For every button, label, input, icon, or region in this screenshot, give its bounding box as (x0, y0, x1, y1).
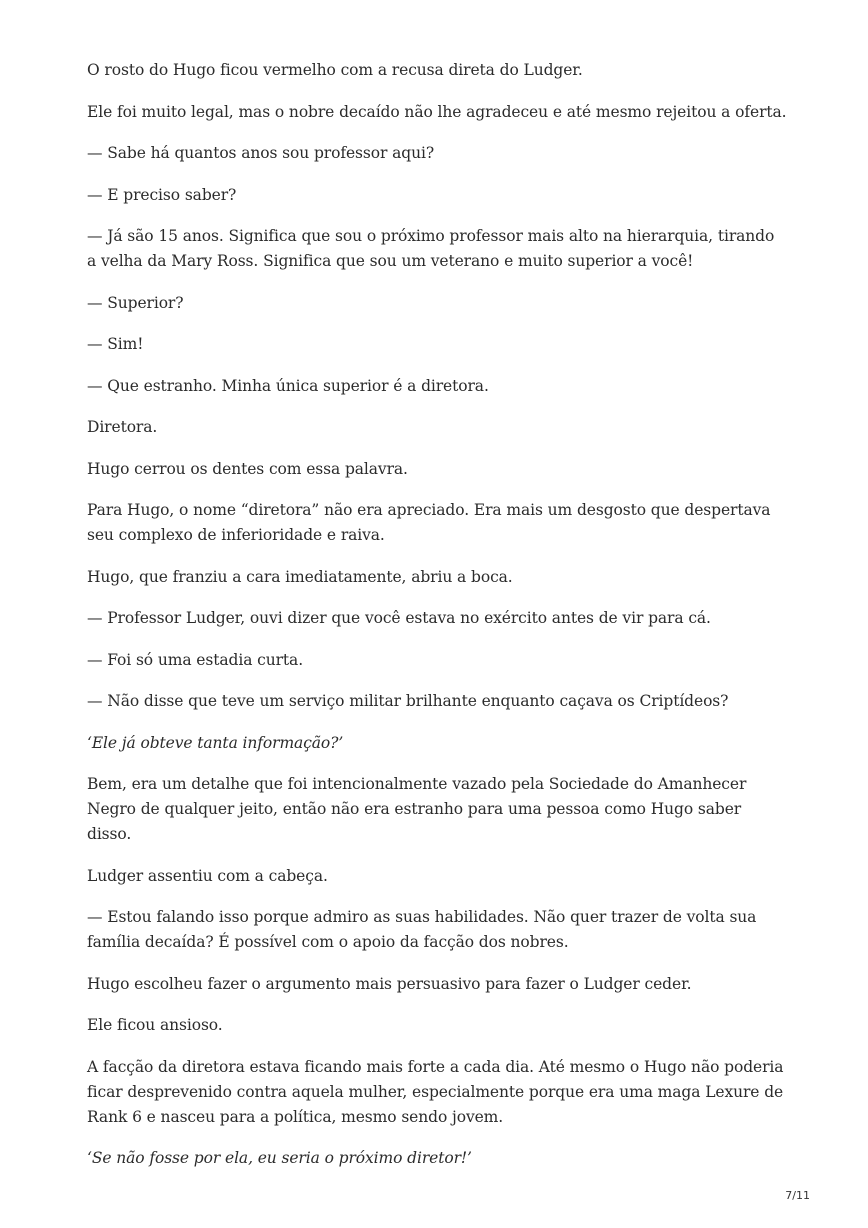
paragraph: A facção da diretora estava ficando mais forte a cada dia. Até mesmo o Hugo não poderia ficar desprevenido contra aquela mulher, especialmente porque era uma maga Lexure de Rank 6 e nasceu para a política, mesmo sendo jovem. (87, 1057, 784, 1126)
paragraph: Ludger assentiu com a cabeça. (87, 866, 328, 885)
paragraph: O rosto do Hugo ficou vermelho com a recusa direta do Ludger. (87, 61, 583, 79)
paragraph: Diretora. (87, 418, 158, 436)
paragraph: — Superior? (87, 293, 184, 312)
paragraph: — Foi só uma estadia curta. (87, 650, 304, 669)
paragraph: Bem, era um detalhe que foi intencionalmente vazado pela Sociedade do Amanhecer Negro de qualquer jeito, então não era estranho para uma pessoa como Hugo saber disso. (87, 775, 747, 843)
document-body (87, 58, 787, 1171)
paragraph: — Professor Ludger, ouvi dizer que você estava no exército antes de vir para cá. (87, 609, 711, 627)
paragraph: Hugo, que franziu a cara imediatamente, abriu a boca. (87, 567, 513, 586)
paragraph: — Não disse que teve um serviço militar brilhante enquanto caçava os Criptídeos? (87, 692, 729, 710)
paragraph: — Que estranho. Minha única superior é a diretora. (87, 376, 489, 395)
paragraph: Hugo escolheu fazer o argumento mais persuasivo para fazer o Ludger ceder. (87, 974, 692, 993)
paragraph: ‘Se não fosse por ela, eu seria o próximo diretor!’ (87, 1149, 472, 1167)
page-number: 7/11 (785, 1189, 810, 1202)
paragraph: — E preciso saber? (87, 185, 237, 204)
paragraph: — Já são 15 anos. Significa que sou o próximo professor mais alto na hierarquia, tirando a velha da Mary Ross. Significa que sou um veterano e muito superior a você! (87, 227, 775, 270)
paragraph: Para Hugo, o nome “diretora” não era apreciado. Era mais um desgosto que despertava seu complexo de inferioridade e raiva. (87, 501, 771, 544)
paragraph: Hugo cerrou os dentes com essa palavra. (87, 459, 408, 478)
paragraph: — Estou falando isso porque admiro as suas habilidades. Não quer trazer de volta sua família decaída? É possível com o apoio da facção dos nobres. (87, 908, 757, 951)
paragraph: — Sabe há quantos anos sou professor aqui? (87, 144, 435, 162)
paragraph: — Sim! (87, 335, 144, 353)
paragraph: Ele foi muito legal, mas o nobre decaído não lhe agradeceu e até mesmo rejeitou a oferta. (87, 102, 787, 121)
paragraph: ‘Ele já obteve tanta informação?’ (87, 733, 344, 752)
paragraph: Ele ficou ansioso. (87, 1016, 223, 1034)
